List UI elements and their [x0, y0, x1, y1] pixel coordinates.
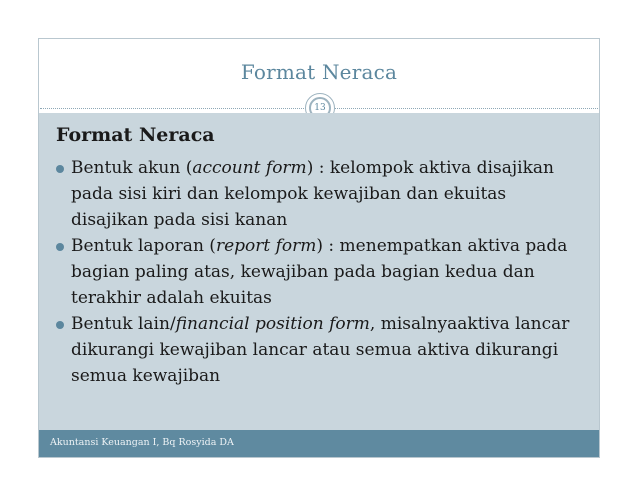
- bullet-item: [56, 155, 588, 233]
- bullet-item: [56, 311, 588, 389]
- bullet-text-end: ) : kelompok aktiva disajikan pada sisi kiri dan kelompok kewajiban dan ekuitas disajikan pada sisi kanan: [71, 158, 554, 230]
- bullet-text-start: Bentuk akun (: [71, 158, 193, 178]
- bullet-text-italic: financial position form: [175, 314, 370, 334]
- bullet-item: [56, 233, 588, 311]
- bullet-dot-icon: [56, 243, 64, 251]
- bullet-text-start: Bentuk lain/: [71, 314, 176, 334]
- bullet-text-start: Bentuk laporan (: [71, 236, 216, 256]
- page-number: 13: [309, 97, 331, 119]
- content-heading: Format Neraca: [56, 124, 215, 146]
- bullet-text-end: ) : menempatkan aktiva pada bagian paling atas, kewajiban pada bagian kedua dan terakhir adalah ekuitas: [71, 236, 568, 308]
- bullet-text-italic: report form: [215, 236, 317, 256]
- bullet-dot-icon: [56, 321, 64, 329]
- footer-text: Akuntansi Keuangan I, Bq Rosyida DA: [50, 437, 234, 448]
- bullet-text-italic: account form: [192, 158, 307, 178]
- slide-title: Format Neraca: [240, 60, 398, 84]
- bullet-dot-icon: [56, 165, 64, 173]
- bullet-text-end: , misalnyaaktiva lancar dikurangi kewajiban lancar atau semua aktiva dikurangi semua kewajiban: [71, 314, 570, 386]
- bullet-list: [56, 155, 588, 389]
